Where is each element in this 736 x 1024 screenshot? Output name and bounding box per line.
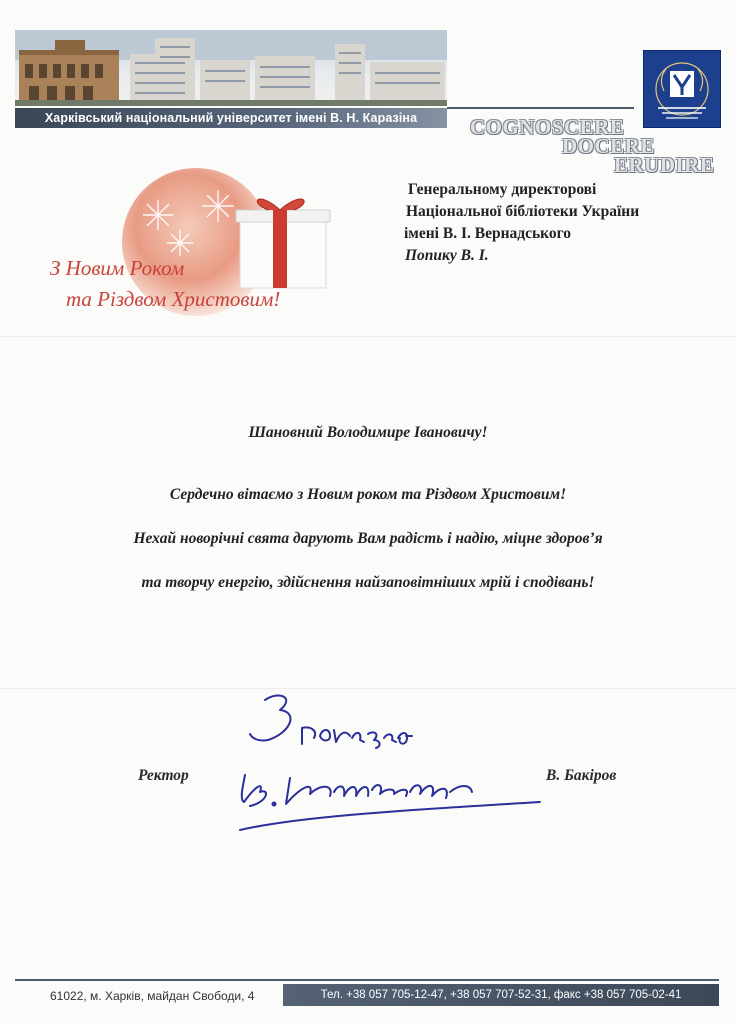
header-rule [447, 107, 634, 109]
motto-word: DOCERE [562, 134, 655, 158]
university-buildings-banner [15, 30, 447, 106]
motto-word: COGNOSCERE [470, 115, 625, 139]
salutation: Шановний Володимире Івановичу! [248, 424, 488, 441]
recipient-line: Національної бібліотеки України [406, 203, 640, 220]
recipient-line: Генеральному директорові [408, 181, 597, 198]
motto-word: ERUDIRE [614, 153, 715, 177]
university-name-bar: Харківський національний університет імені В. Н. Каразіна [15, 108, 447, 128]
signatory-name: В. Бакіров [546, 767, 617, 784]
footer-contacts-bar: Тел. +38 057 705-12-47, +38 057 707-52-31, факс +38 057 705-02-41 [283, 984, 719, 1006]
footer-address: 61022, м. Харків, майдан Свободи, 4 [50, 989, 255, 1003]
recipient-name: Попику В. І. [405, 247, 489, 264]
letter-body-line: та творчу енергію, здійснення найзаповітніших мрій і сподівань! [141, 574, 595, 591]
signatory-role: Ректор [138, 767, 189, 784]
letter-body-line: Нехай новорічні свята дарують Вам радість і надію, міцне здоров’я [133, 530, 603, 547]
paper-fold-line [0, 336, 736, 337]
letter-body-line: Сердечно вітаємо з Новим роком та Різдвом Христовим! [169, 486, 567, 503]
university-logo [643, 50, 721, 128]
handwritten-signature [210, 680, 550, 840]
recipient-line: імені В. І. Вернадського [404, 225, 572, 242]
greeting-line: З Новим Роком [50, 256, 185, 280]
footer-rule [15, 979, 719, 981]
greeting-line: та Різдвом Христовим! [66, 287, 281, 311]
